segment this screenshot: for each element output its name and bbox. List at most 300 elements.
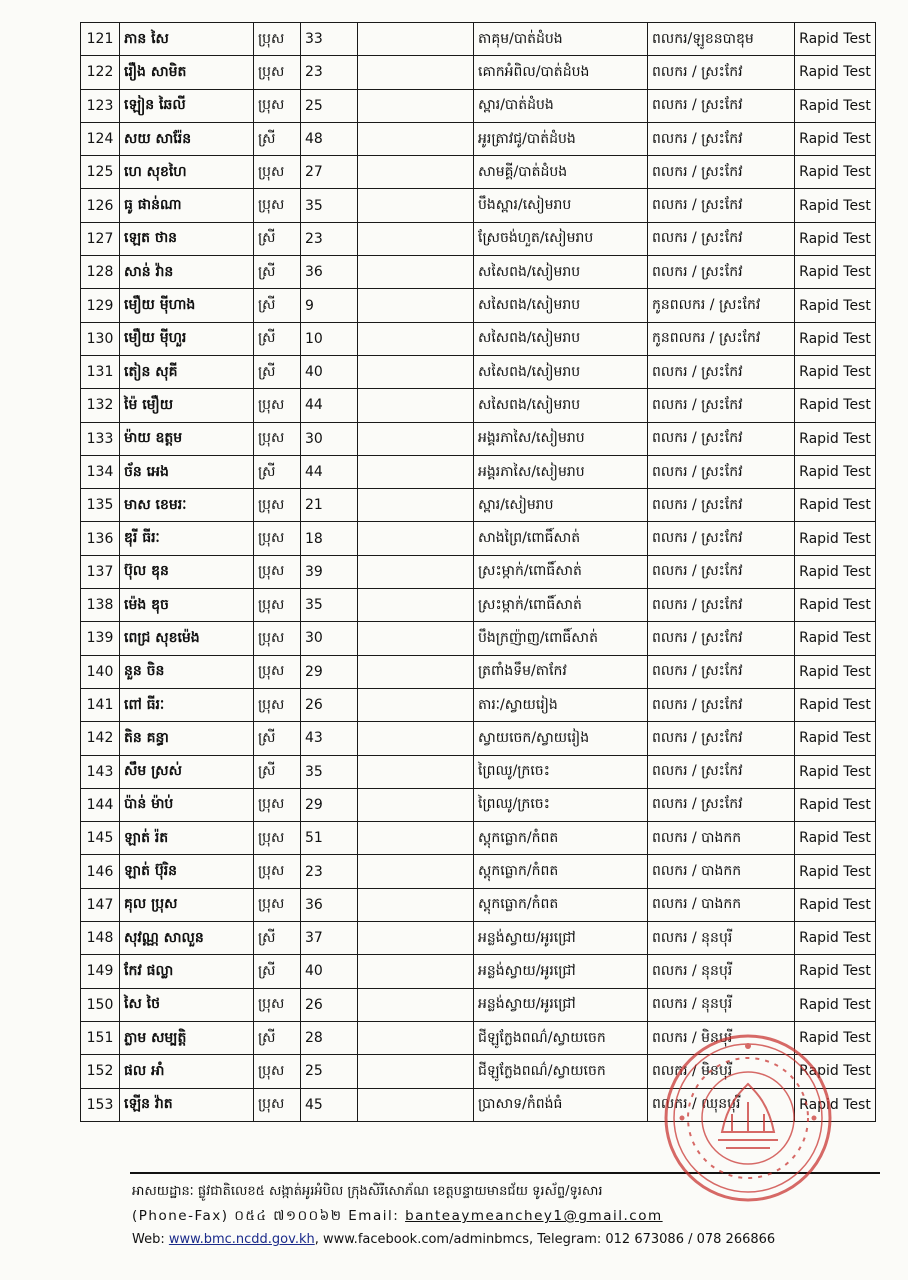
blank-cell [358,688,474,721]
footer-web [132,1228,872,1252]
person-age: 25 [301,89,358,122]
row-number: 149 [81,955,120,988]
blank-cell [358,1021,474,1054]
occupation-location: ពលករ / ស្រះកែវ [648,89,795,122]
person-age: 18 [301,522,358,555]
person-age: 40 [301,955,358,988]
person-name: នួន ចិន [120,655,254,688]
person-name: សយ សារ៉ែន [120,122,254,155]
occupation-location: ពលករ / ស្រះកែវ [648,722,795,755]
person-name: មឿយ ម៉ីហួរ [120,322,254,355]
row-number: 141 [81,688,120,721]
table-row [81,389,876,422]
home-address: ស្រះម្កាក់/ពោធិ៍សាត់ [474,589,648,622]
person-name: ឡេត ថាន [120,222,254,255]
home-address: អង្គរភាសៃ/សៀមរាប [474,455,648,488]
table-row [81,355,876,388]
test-type: Rapid Test [795,156,876,189]
person-sex: ប្រុស [254,555,301,588]
home-address: ប្រាសាទ/កំពង់ធំ [474,1088,648,1121]
home-address: តាគុម/បាត់ដំបង [474,23,648,56]
row-number: 129 [81,289,120,322]
table-row [81,922,876,955]
person-age: 29 [301,788,358,821]
home-address: សសៃពង/សៀមរាប [474,355,648,388]
blank-cell [358,888,474,921]
person-sex: ប្រុស [254,1088,301,1121]
table-row [81,522,876,555]
table-row [81,955,876,988]
roster-body [81,23,876,1122]
person-name: សៃ ថៃ [120,988,254,1021]
blank-cell [358,1055,474,1088]
person-name: សឹម ស្រស់ [120,755,254,788]
person-sex: ប្រុស [254,56,301,89]
table-row [81,289,876,322]
occupation-location: ពលករ / ស្រះកែវ [648,422,795,455]
row-number: 132 [81,389,120,422]
occupation-location: ពលករ / ស្រះកែវ [648,355,795,388]
person-sex: ប្រុស [254,489,301,522]
test-type: Rapid Test [795,888,876,921]
person-sex: ប្រុស [254,788,301,821]
home-address: សាមគ្គី/បាត់ដំបង [474,156,648,189]
row-number: 152 [81,1055,120,1088]
home-address: អន្លង់ស្វាយ/អូរជ្រៅ [474,955,648,988]
occupation-location: ពលករ / ស្រះកែវ [648,222,795,255]
row-number: 147 [81,888,120,921]
row-number: 150 [81,988,120,1021]
occupation-location: ពលករ / ស្រះកែវ [648,655,795,688]
table-row [81,256,876,289]
blank-cell [358,122,474,155]
test-type: Rapid Test [795,122,876,155]
row-number: 143 [81,755,120,788]
worker-roster-table [80,22,876,1122]
home-address: ស្ពារ/សៀមរាប [474,489,648,522]
table-row [81,189,876,222]
home-address: អង្គរភាសៃ/សៀមរាប [474,422,648,455]
person-name: ឡៀន ឆៃលី [120,89,254,122]
person-age: 45 [301,1088,358,1121]
test-type: Rapid Test [795,422,876,455]
row-number: 139 [81,622,120,655]
person-sex: ប្រុស [254,156,301,189]
blank-cell [358,289,474,322]
person-name: ប៉ាន់ ម៉ាប់ [120,788,254,821]
test-type: Rapid Test [795,688,876,721]
person-sex: ស្រី [254,755,301,788]
web-label: Web: [132,1232,165,1247]
phone-label: (Phone-Fax) [132,1208,229,1224]
blank-cell [358,355,474,388]
person-name: ពេជ្រ សុខម៉េង [120,622,254,655]
occupation-location: ពលករ / មិនបុរី [648,1021,795,1054]
home-address: ស្តុកធ្លោក/កំពត [474,855,648,888]
test-type: Rapid Test [795,489,876,522]
home-address: សសៃពង/សៀមរាប [474,256,648,289]
person-name: ម៉ៃ មឿយ [120,389,254,422]
person-name: ផល អាំ [120,1055,254,1088]
table-row [81,322,876,355]
person-age: 35 [301,589,358,622]
person-age: 28 [301,1021,358,1054]
home-address: តារៈ/ស្វាយរៀង [474,688,648,721]
test-type: Rapid Test [795,56,876,89]
table-row [81,455,876,488]
footer [132,1180,872,1252]
person-sex: ស្រី [254,355,301,388]
person-name: ឌុរី ធីរៈ [120,522,254,555]
test-type: Rapid Test [795,1088,876,1121]
person-age: 44 [301,455,358,488]
occupation-location: ពលករ / ស្រះកែវ [648,156,795,189]
occupation-location: ពលករ / ស្រះកែវ [648,489,795,522]
person-sex: ស្រី [254,256,301,289]
person-sex: ប្រុស [254,189,301,222]
person-sex: ប្រុស [254,888,301,921]
row-number: 134 [81,455,120,488]
person-name: មាស ខេមរៈ [120,489,254,522]
row-number: 137 [81,555,120,588]
blank-cell [358,589,474,622]
home-address: ស្រែចង់ហួត/សៀមរាប [474,222,648,255]
person-age: 30 [301,622,358,655]
blank-cell [358,322,474,355]
test-type: Rapid Test [795,655,876,688]
home-address: គោកអំពិល/បាត់ដំបង [474,56,648,89]
blank-cell [358,555,474,588]
person-name: ហេ សុខហៃ [120,156,254,189]
person-age: 29 [301,655,358,688]
facebook-link[interactable]: , www.facebook.com/adminbmcs [314,1232,530,1247]
occupation-location: ពលករ / នុនបុរី [648,955,795,988]
test-type: Rapid Test [795,755,876,788]
blank-cell [358,1088,474,1121]
table-row [81,589,876,622]
test-type: Rapid Test [795,1021,876,1054]
home-address: ត្រពាំងទឹម/តាកែវ [474,655,648,688]
person-age: 33 [301,23,358,56]
occupation-location: ពលករ / ស្រះកែវ [648,122,795,155]
blank-cell [358,922,474,955]
person-age: 39 [301,555,358,588]
row-number: 148 [81,922,120,955]
home-address: ស្តុកធ្លោក/កំពត [474,822,648,855]
person-age: 40 [301,355,358,388]
test-type: Rapid Test [795,1055,876,1088]
person-name: សាន់ វ៉ាន [120,256,254,289]
table-row [81,655,876,688]
home-address: សសៃពង/សៀមរាប [474,389,648,422]
table-row [81,1088,876,1121]
person-name: មឿយ ម៉ីហាង [120,289,254,322]
home-address: ស្វាយចេក/ស្វាយរៀង [474,722,648,755]
row-number: 138 [81,589,120,622]
table-row [81,888,876,921]
test-type: Rapid Test [795,289,876,322]
row-number: 133 [81,422,120,455]
blank-cell [358,23,474,56]
blank-cell [358,156,474,189]
occupation-location: ពលករ / ស្រះកែវ [648,189,795,222]
test-type: Rapid Test [795,522,876,555]
test-type: Rapid Test [795,23,876,56]
person-sex: ប្រុស [254,589,301,622]
person-sex: ប្រុស [254,988,301,1021]
table-row [81,722,876,755]
person-age: 43 [301,722,358,755]
person-sex: ប្រុស [254,1055,301,1088]
table-row [81,688,876,721]
person-sex: ស្រី [254,922,301,955]
occupation-location: ពលករ / ស្រះកែវ [648,56,795,89]
person-age: 26 [301,988,358,1021]
person-name: ម៉េង ឌុច [120,589,254,622]
person-sex: ប្រុស [254,655,301,688]
person-age: 23 [301,855,358,888]
occupation-location: ពលករ / មិនបុរី [648,1055,795,1088]
table-row [81,1055,876,1088]
test-type: Rapid Test [795,455,876,488]
home-address: សសៃពង/សៀមរាប [474,322,648,355]
footer-address: អាសយដ្ឋានៈ ផ្លូវជាតិលេខ៥ សង្កាត់អូរអំបិល ក្រុងសិរីសោភ័ណ ខេត្តបន្ទាយមានជ័យ ទូរស័ព្ទ/ទូរសារ [132,1184,603,1199]
person-sex: ប្រុស [254,23,301,56]
person-name: គុល ប្រុស [120,888,254,921]
blank-cell [358,389,474,422]
test-type: Rapid Test [795,355,876,388]
row-number: 146 [81,855,120,888]
person-name: សុវណ្ណ សាលួន [120,922,254,955]
person-sex: ស្រី [254,222,301,255]
table-row [81,422,876,455]
occupation-location: កូនពលករ / ស្រះកែវ [648,322,795,355]
row-number: 145 [81,822,120,855]
person-age: 35 [301,189,358,222]
person-age: 51 [301,822,358,855]
person-name: តៀន សុគី [120,355,254,388]
home-address: សសៃពង/សៀមរាប [474,289,648,322]
blank-cell [358,822,474,855]
table-row [81,1021,876,1054]
occupation-location: ពលករ / ស្រះកែវ [648,688,795,721]
person-sex: ប្រុស [254,855,301,888]
footer-contact [132,1204,872,1228]
blank-cell [358,256,474,289]
occupation-location: ពលករ / បាងកក [648,822,795,855]
person-name: ប៊ុល ឌុន [120,555,254,588]
person-age: 35 [301,755,358,788]
telegram-contact: , Telegram: 012 673086 / 078 266866 [529,1232,776,1247]
person-name: ឡើន វ៉ាត [120,1088,254,1121]
row-number: 128 [81,256,120,289]
occupation-location: ពលករ/ឡូខនបាឌុម [648,23,795,56]
test-type: Rapid Test [795,222,876,255]
blank-cell [358,489,474,522]
blank-cell [358,955,474,988]
row-number: 144 [81,788,120,821]
email-label: Email: [348,1208,400,1224]
blank-cell [358,455,474,488]
person-age: 36 [301,256,358,289]
row-number: 122 [81,56,120,89]
home-address: អន្លង់ស្វាយ/អូរជ្រៅ [474,922,648,955]
row-number: 131 [81,355,120,388]
blank-cell [358,56,474,89]
person-name: ភាន សៃ [120,23,254,56]
test-type: Rapid Test [795,555,876,588]
home-address: អូរត្រាវជូ/បាត់ដំបង [474,122,648,155]
home-address: ស្រះម្កាក់/ពោធិ៍សាត់ [474,555,648,588]
table-row [81,988,876,1021]
person-sex: ប្រុស [254,622,301,655]
email-link[interactable]: banteaymeanchey1@gmail.com [405,1208,663,1224]
test-type: Rapid Test [795,322,876,355]
table-row [81,822,876,855]
row-number: 136 [81,522,120,555]
row-number: 135 [81,489,120,522]
blank-cell [358,522,474,555]
person-age: 21 [301,489,358,522]
row-number: 153 [81,1088,120,1121]
home-address: ស្ពារ/បាត់ដំបង [474,89,648,122]
table-row [81,23,876,56]
blank-cell [358,722,474,755]
occupation-location: ពលករ / បាងកក [648,888,795,921]
blank-cell [358,422,474,455]
blank-cell [358,755,474,788]
table-row [81,622,876,655]
occupation-location: ពលករ / ស្រះកែវ [648,589,795,622]
blank-cell [358,988,474,1021]
occupation-location: ពលករ / ស្រះកែវ [648,555,795,588]
row-number: 121 [81,23,120,56]
home-address: បឹងក្រញ៉ាញ/ពោធិ៍សាត់ [474,622,648,655]
person-age: 23 [301,222,358,255]
phone-value: ០៥៤ ៧១០០៦២ [234,1208,343,1224]
home-address: ជីឡូក្លែងពណ៌/ស្វាយចេក [474,1021,648,1054]
person-age: 25 [301,1055,358,1088]
person-sex: ស្រី [254,122,301,155]
person-sex: ប្រុស [254,688,301,721]
home-address: អន្លង់ស្វាយ/អូរជ្រៅ [474,988,648,1021]
home-address: សាងព្រៃ/ពោធិ៍សាត់ [474,522,648,555]
table-row [81,156,876,189]
occupation-location: ពលករ / ស្រះកែវ [648,788,795,821]
table-row [81,555,876,588]
occupation-location: ពលករ / នុនបុរី [648,988,795,1021]
person-name: ឡាត់ រ៉ត [120,822,254,855]
occupation-location: ពលករ / បាងកក [648,855,795,888]
test-type: Rapid Test [795,389,876,422]
home-address: ព្រៃឈូ/ក្រចេះ [474,755,648,788]
website-link[interactable]: www.bmc.ncdd.gov.kh [168,1232,315,1247]
test-type: Rapid Test [795,955,876,988]
person-sex: ស្រី [254,722,301,755]
person-age: 37 [301,922,358,955]
person-sex: ប្រុស [254,89,301,122]
test-type: Rapid Test [795,189,876,222]
test-type: Rapid Test [795,822,876,855]
test-type: Rapid Test [795,256,876,289]
person-sex: ប្រុស [254,522,301,555]
occupation-location: កូនពលករ / ស្រះកែវ [648,289,795,322]
row-number: 127 [81,222,120,255]
person-sex: ស្រី [254,955,301,988]
occupation-location: ពលករ / ស្រះកែវ [648,622,795,655]
test-type: Rapid Test [795,855,876,888]
test-type: Rapid Test [795,622,876,655]
person-age: 36 [301,888,358,921]
person-age: 26 [301,688,358,721]
table-row [81,122,876,155]
person-name: រឿង សាមិត [120,56,254,89]
test-type: Rapid Test [795,988,876,1021]
row-number: 126 [81,189,120,222]
row-number: 130 [81,322,120,355]
person-sex: ស្រី [254,455,301,488]
person-age: 44 [301,389,358,422]
person-name: កែវ ផល្លា [120,955,254,988]
occupation-location: ពលករ / ឈុនបុរី [648,1088,795,1121]
person-age: 23 [301,56,358,89]
blank-cell [358,655,474,688]
occupation-location: ពលករ / ស្រះកែវ [648,455,795,488]
person-name: ពៅ ធីរៈ [120,688,254,721]
occupation-location: ពលករ / នុនបុរី [648,922,795,955]
table-row [81,755,876,788]
table-row [81,222,876,255]
footer-divider [130,1172,880,1174]
person-name: ម៉ាយ ឧត្តម [120,422,254,455]
home-address: ព្រៃឈូ/ក្រចេះ [474,788,648,821]
person-sex: ប្រុស [254,422,301,455]
person-age: 9 [301,289,358,322]
home-address: ជីឡូក្លែងពណ៌/ស្វាយចេក [474,1055,648,1088]
occupation-location: ពលករ / ស្រះកែវ [648,389,795,422]
home-address: បឹងស្ពារ/សៀមរាប [474,189,648,222]
row-number: 140 [81,655,120,688]
person-sex: ស្រី [254,322,301,355]
row-number: 142 [81,722,120,755]
test-type: Rapid Test [795,89,876,122]
blank-cell [358,788,474,821]
person-name: ធូ ផាន់ណា [120,189,254,222]
row-number: 125 [81,156,120,189]
table-row [81,855,876,888]
person-name: ច័ន អេង [120,455,254,488]
test-type: Rapid Test [795,922,876,955]
person-sex: ប្រុស [254,389,301,422]
person-age: 48 [301,122,358,155]
blank-cell [358,89,474,122]
table-row [81,89,876,122]
occupation-location: ពលករ / ស្រះកែវ [648,256,795,289]
table-row [81,788,876,821]
occupation-location: ពលករ / ស្រះកែវ [648,755,795,788]
blank-cell [358,855,474,888]
table-row [81,489,876,522]
person-sex: ប្រុស [254,822,301,855]
person-age: 10 [301,322,358,355]
person-age: 30 [301,422,358,455]
person-age: 27 [301,156,358,189]
test-type: Rapid Test [795,788,876,821]
occupation-location: ពលករ / ស្រះកែវ [648,522,795,555]
person-sex: ស្រី [254,1021,301,1054]
row-number: 124 [81,122,120,155]
person-sex: ស្រី [254,289,301,322]
